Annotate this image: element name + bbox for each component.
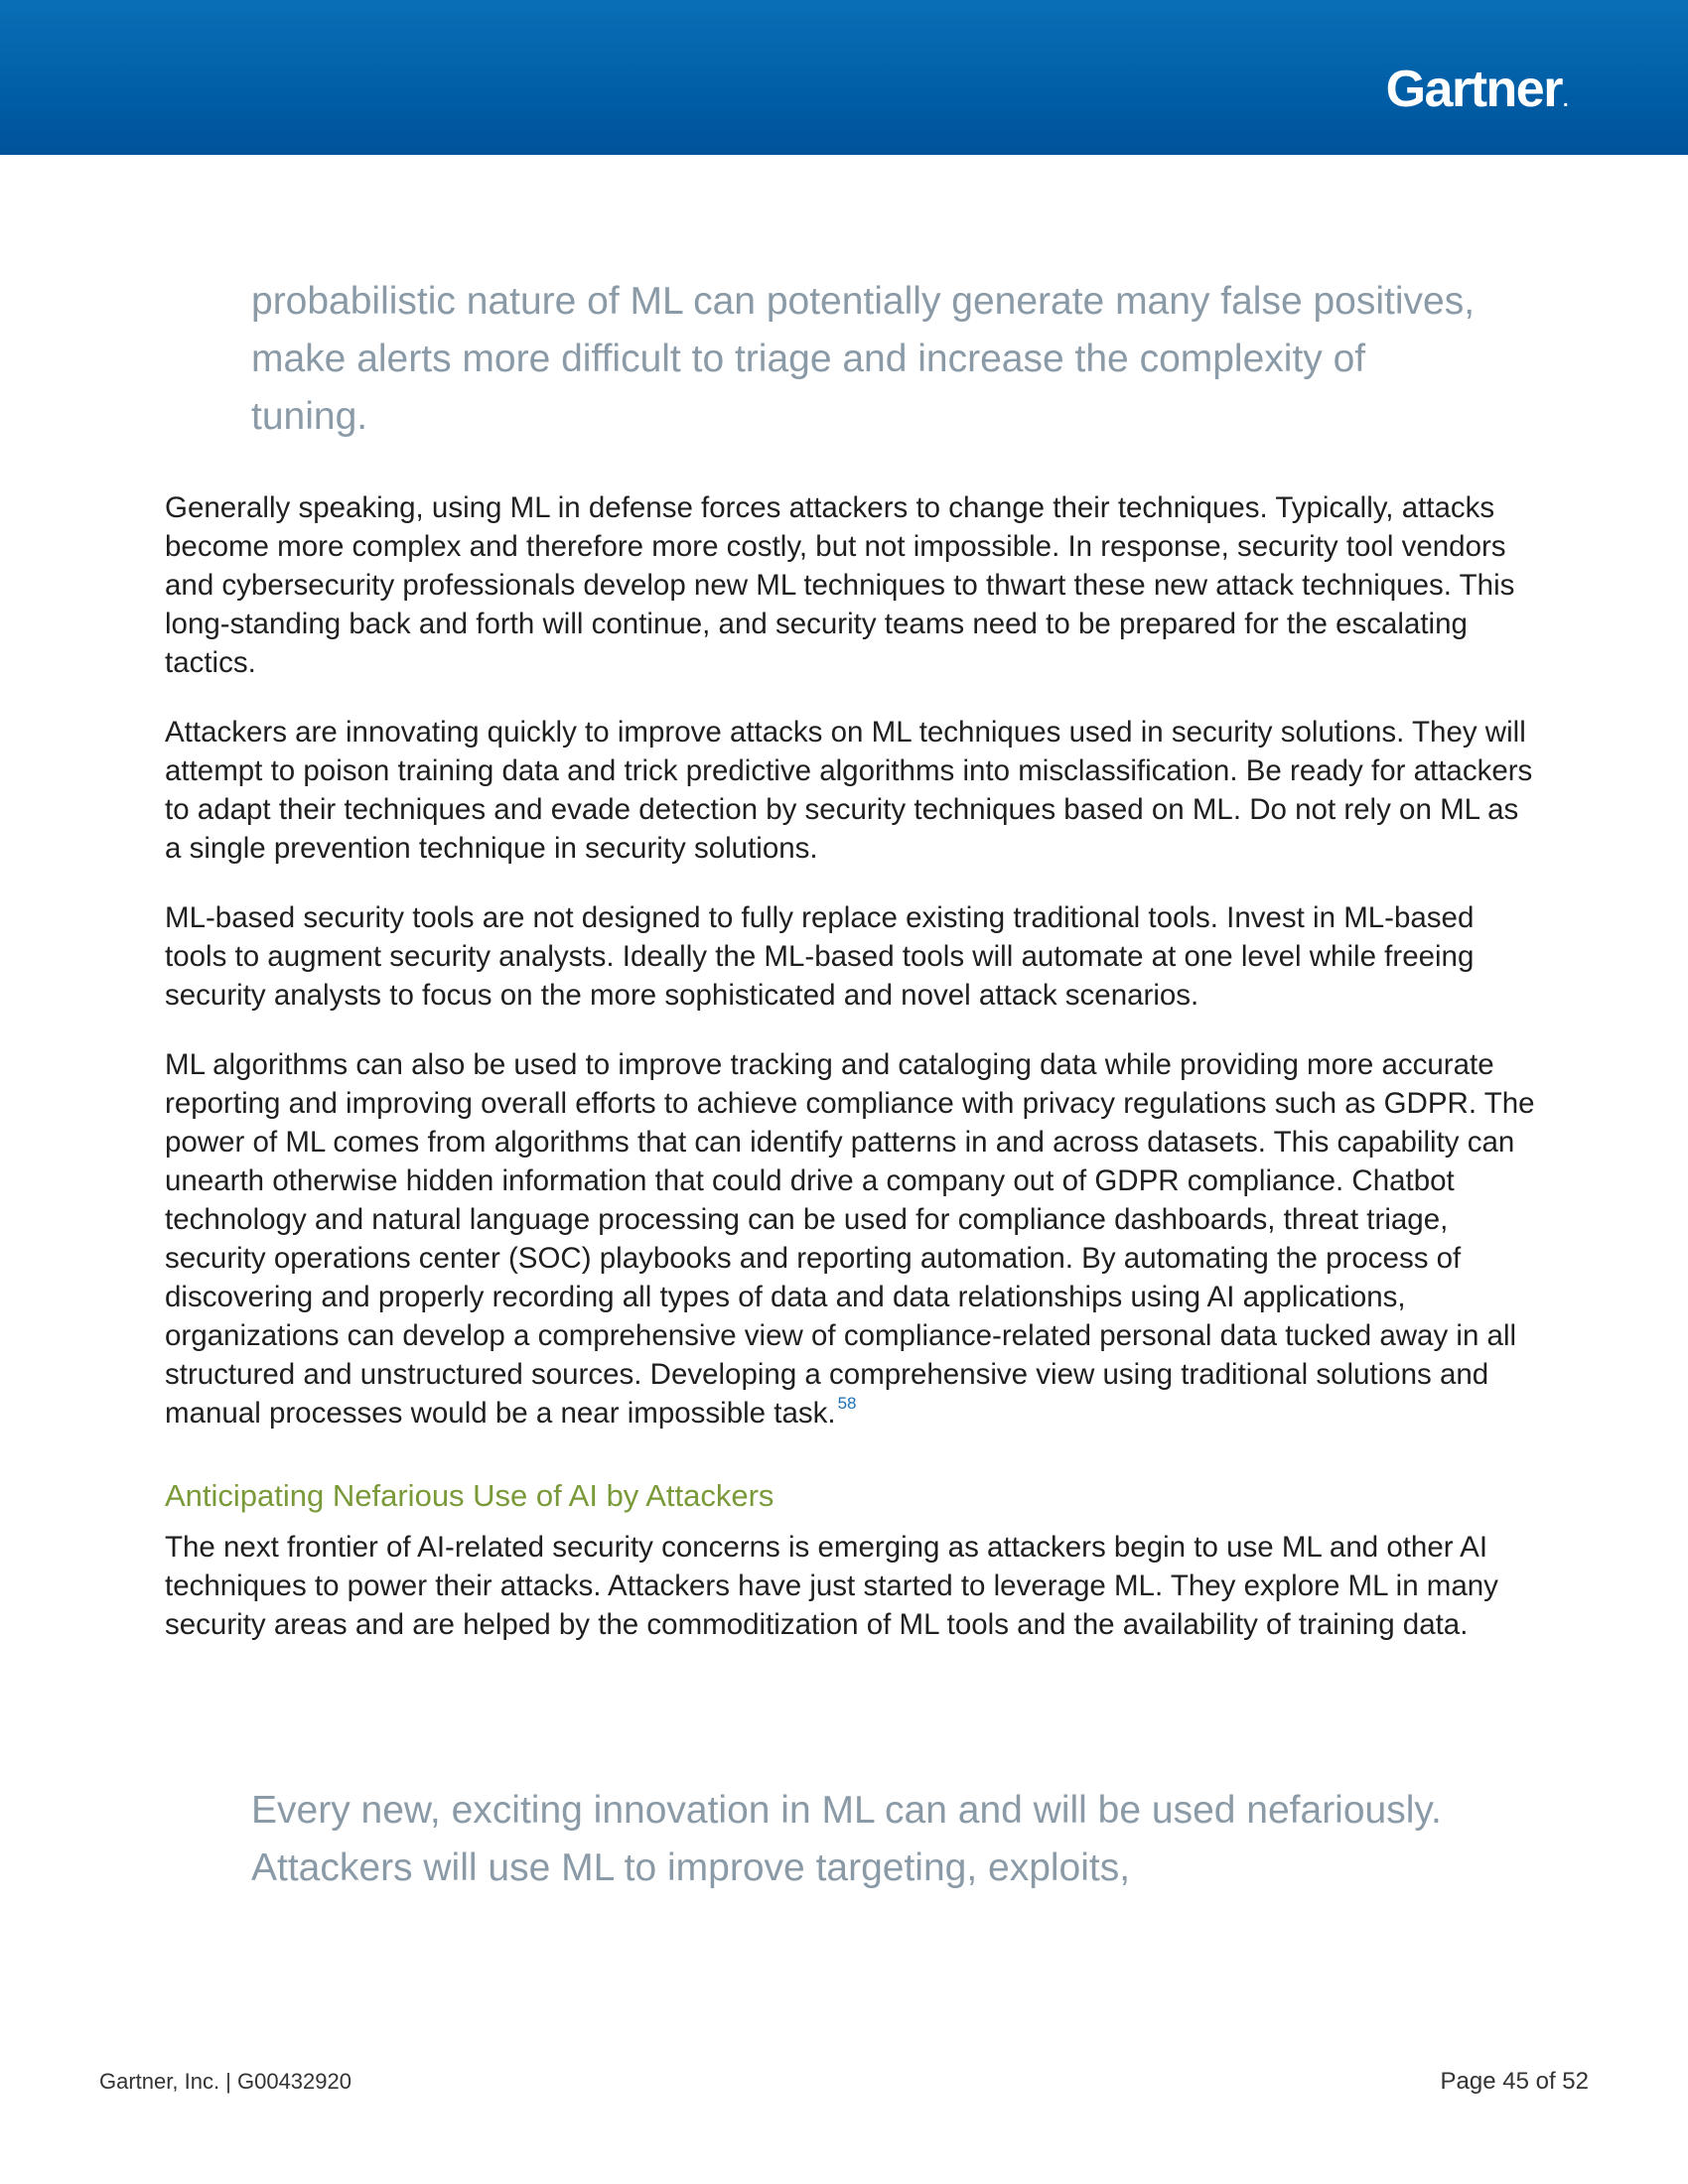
- footnote-link-58[interactable]: 58: [837, 1394, 857, 1413]
- body-paragraph-2: Attackers are innovating quickly to improve attacks on ML techniques used in security solutions. They will attempt to poison training data and trick predictive algorithms into misclassification. Be ready for attackers to adapt their techniques and evade detection by security techniques based on ML. Do not rely on ML as a single prevention technique in security solutions.: [165, 716, 1533, 865]
- pullquote-bottom: Every new, exciting innovation in ML can and will be used nefariously. Attackers will use ML to improve targeting, exploits,: [251, 1789, 1442, 1889]
- pullquote-top: probabilistic nature of ML can potentially generate many false positives, make alerts more difficult to triage and increase the complexity of tuning.: [251, 280, 1476, 438]
- gartner-logo: [1385, 61, 1567, 118]
- footer-page-number: Page 45 of 52: [1440, 2068, 1589, 2095]
- main-content: [165, 488, 1535, 1675]
- footer-document-id: Gartner, Inc. | G00432920: [99, 2069, 352, 2094]
- header-band: [0, 0, 1688, 155]
- section-heading: Anticipating Nefarious Use of AI by Attackers: [165, 1478, 774, 1513]
- logo-dot: .: [1562, 89, 1567, 111]
- body-paragraph-1: Generally speaking, using ML in defense forces attackers to change their techniques. Typically, attacks become more complex and therefore more costly, but not impossible. In response, security tool vendors and cybersecurity professionals develop new ML techniques to thwart these new attack techniques. This long-standing back and forth will continue, and security teams need to be prepared for the escalating tactics.: [165, 491, 1515, 679]
- section-paragraph: The next frontier of AI-related security concerns is emerging as attackers begin to use ML and other AI techniques to power their attacks. Attackers have just started to leverage ML. They explore ML in many security areas and are helped by the commoditization of ML tools and the availability of training data.: [165, 1531, 1498, 1641]
- body-paragraph-4-text: ML algorithms can also be used to improve tracking and cataloging data while providing more accurate reporting and improving overall efforts to achieve compliance with privacy regulations such as GDPR. The power of ML comes from algorithms that can identify patterns in and across datasets. This capability can unearth otherwise hidden information that could drive a company out of GDPR compliance. Chatbot technology and natural language processing can be used for compliance dashboards, threat triage, security operations center (SOC) playbooks and reporting automation. By automating the process of discovering and properly recording all types of data and data relationships using AI applications, organizations can develop a comprehensive view of compliance-related personal data tucked away in all structured and unstructured sources. Developing a comprehensive view using traditional solutions and manual processes would be a near impossible task.: [165, 1048, 1535, 1430]
- logo-text: Gartner: [1385, 61, 1562, 118]
- body-paragraph-4: [165, 1045, 1535, 1433]
- body-paragraph-3: ML-based security tools are not designed to fully replace existing traditional tools. Invest in ML-based tools to augment security analysts. Ideally the ML-based tools will automate at one level while freeing security analysts to focus on the more sophisticated and novel attack scenarios.: [165, 901, 1475, 1012]
